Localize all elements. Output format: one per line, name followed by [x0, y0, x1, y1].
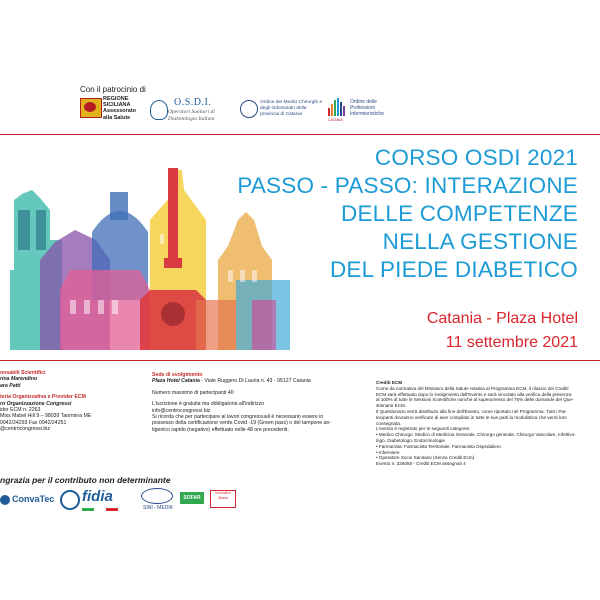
fidia-flag-stripe [82, 508, 118, 511]
info-ecm [376, 380, 598, 467]
convatec-name: ConvaTec [12, 494, 55, 504]
ecm-p2: ECM sarà effettuato dopo lo svolgimento dell'Evento e sarà vincolato alla verifica della presenza [376, 391, 572, 397]
ecm-heading: Crediti ECM [376, 380, 403, 385]
title-line-1: CORSO OSDI 2021 [374, 145, 578, 170]
venue-address: - Viale Ruggero Di Lauria n. 43 - 95127 Catania [199, 378, 311, 385]
venue-text: Catania - Plaza Hotel [426, 310, 578, 327]
osdi-logo [150, 96, 230, 126]
ecm-p4: stionario ECM. [376, 403, 407, 409]
opi-text: Ordine delle Professioni Infermieristiche [350, 99, 384, 117]
ecm-p3: al 100% di tutte le Sessioni Scientifiche nonché al superamento del 75% delle domande del Que- [376, 397, 574, 403]
opi-bars-icon [328, 98, 346, 116]
secretariat-email: @centrocongressi.biz [0, 426, 50, 433]
regione-siciliana-logo [80, 96, 142, 126]
scientific-heads-heading: onsabili Scientifici [0, 370, 46, 376]
ecm-p8: L'evento è registrato per le seguenti categorie: [376, 426, 471, 432]
greenpass-note-2: possesso della certificazione verde Covid -19 (Green pass) o del tampone an- [152, 420, 332, 427]
ecm-category-1: • Medico Chirurgo: Medico di Medicina Generale, Chirurgo generale, Chirurgo Vascolare, Infettivo- [376, 432, 576, 438]
sponsor-label: ngrazia per il contributo non determinante [0, 475, 171, 485]
venue-heading: Sede di svolgimento [152, 372, 203, 378]
title-line-5: DEL PIEDE DIABETICO [329, 257, 578, 282]
patronage-label: Con il patrocinio di [80, 85, 146, 94]
middle-divider [0, 360, 600, 361]
omceo-text: Ordine dei Medici Chirurghi e degli Odontoiatri della provincia di Catania [260, 100, 323, 117]
osdi-name: O.S.D.I. [174, 97, 212, 108]
convatec-logo [0, 488, 55, 518]
top-divider [0, 134, 600, 135]
greenpass-note-3: tigenico rapido (negativo) effettuato nelle 48 ore precedenti. [152, 426, 289, 433]
omceo-logo [240, 96, 322, 126]
opi-logo [328, 96, 398, 126]
title-line-3: DELLE COMPETENZE [341, 201, 578, 226]
ecm-category-3: • Infermiere [376, 449, 400, 455]
ecm-event: Evento n. 326058 - Crediti ECM assegnati 4 [376, 461, 466, 467]
osdi-subtitle: Operatori Sanitari di Diabetologia Italiani [168, 109, 215, 122]
secretariat-name: ro Organizzazione Congressi [0, 400, 72, 407]
fidia-logo [60, 488, 120, 518]
title-line-4: NELLA GESTIONE [382, 229, 578, 254]
sicily-line-2: SICILIANA [103, 102, 131, 109]
innovative-name: Innovative Brand [210, 490, 236, 508]
opi-city: CATANIA [328, 118, 343, 122]
greenpass-note-1: Si ricorda che per partecipare ai lavori congressuali è necessario essere in [152, 414, 324, 421]
ecm-p1: Come da normativa del Ministero della Salute relativa al Programma ECM, il rilascio dei Crediti [376, 385, 569, 391]
sofar-logo [180, 488, 204, 518]
ecm-p7: consegnata. [376, 420, 402, 426]
trinacria-flag-icon [80, 98, 102, 118]
secretariat-address: Miss Mabel Hill 9 – 98039 Taormina ME [0, 413, 92, 420]
fidia-globe-icon [60, 490, 80, 510]
omceo-seal-icon [240, 100, 258, 118]
secretariat-phone: 0942/24293 Fax 0942/24251 [0, 419, 67, 426]
sicily-line-3: Assessorato [103, 108, 137, 115]
scientific-head-1: rina Marendino [0, 376, 38, 383]
sicily-line-4: alla Salute [103, 114, 131, 121]
info-venue [152, 372, 370, 433]
ecm-category-2: • Farmacista: Farmacista Territoriale, Farmacista Ospedaliero [376, 443, 501, 449]
secretariat-heading: teria Organizzativa e Provider ECM [0, 394, 86, 401]
ecm-category-4: • Operatore Socio Sanitario (Senza Crediti Ecm) [376, 455, 475, 461]
sicily-line-1: REGIONE [103, 96, 129, 102]
sofar-name: SOFAR [180, 492, 204, 504]
handshake-icon [141, 488, 173, 504]
fidia-name: fidia [82, 488, 113, 505]
ecm-p5: Il Questionario verrà distribuito alla fine dell'Evento, come riportato nel Programma. Tutti i Par- [376, 408, 568, 414]
innovative-logo [210, 488, 236, 518]
max-participants: Numero massimo di partecipanti 40 [152, 389, 234, 396]
sini-medik-name: SINI - MEDIK [143, 505, 174, 511]
ecm-p6: tecipanti dovranno verificare di aver compilato in tutte le sue parti la modulistica che verrà loro [376, 414, 567, 420]
title-line-2: PASSO - PASSO: INTERAZIONE [237, 173, 578, 198]
info-organizers [0, 370, 145, 433]
registration-note: L'iscrizione è gratuita ma obbligatoria all'indirizzo [152, 401, 265, 408]
osdi-mark-icon [150, 100, 168, 120]
date-text: 11 settembre 2021 [445, 334, 578, 351]
ecm-category-1b: logo, Diabetologo, Endocrinologia [376, 437, 445, 443]
registration-email[interactable]: info@centrocongressi.biz [152, 407, 211, 414]
convatec-mark-icon [0, 495, 10, 505]
provider-number: ider ECM n. 2263 [0, 407, 41, 414]
venue-name: Plaza Hotel Catania [152, 378, 200, 385]
scientific-head-2: ara Patti [0, 382, 21, 389]
